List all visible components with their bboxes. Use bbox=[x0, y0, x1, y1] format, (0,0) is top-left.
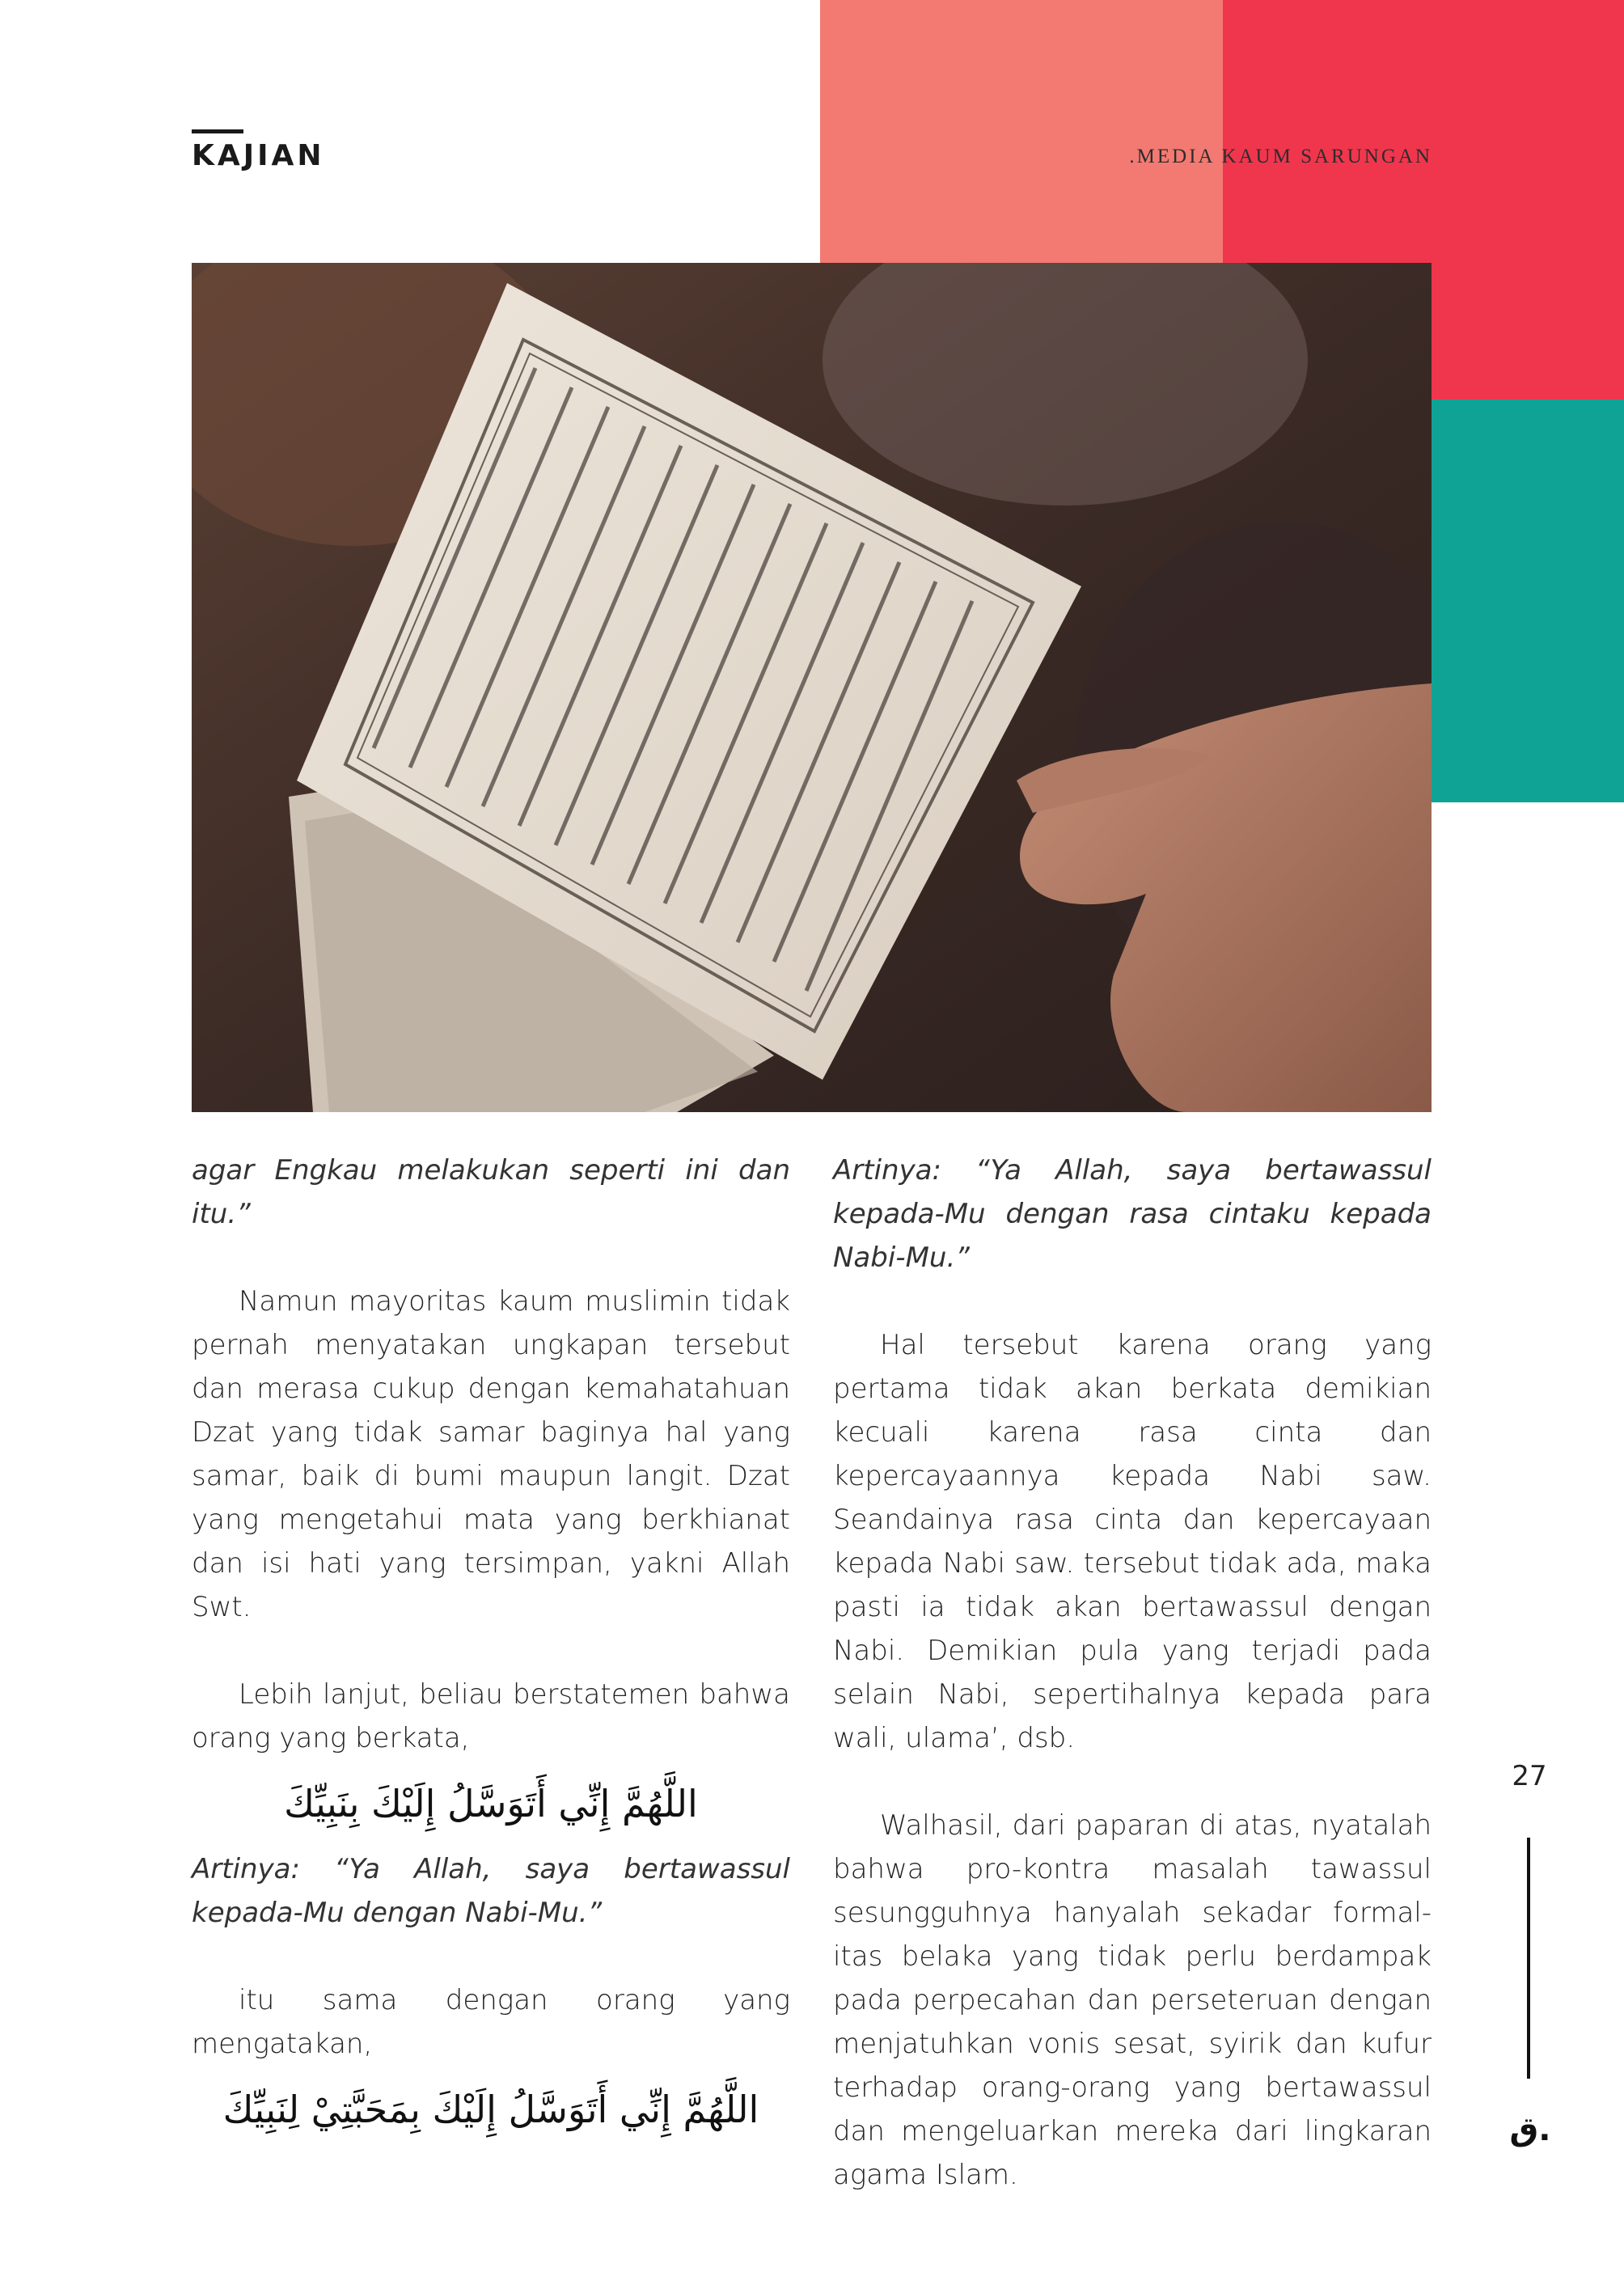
brand-name: .MEDIA KAUM SARUNGAN bbox=[1129, 146, 1432, 167]
right-column bbox=[833, 1149, 1432, 2197]
right-paragraph-2: Walhasil, dari paparan di atas, nyatalah bahwa pro-kontra masalah tawassul sesungguhnya hanyalah sekadar formal-itas belaka yang tidak perlu berdampak pada perpecahan dan perseteruan dengan menjatuhkan vonis sesat, syirik dan kufur terhadap orang-orang yang bertawassul dan mengeluarkan mereka dari lingkaran agama Islam. bbox=[833, 1809, 1432, 2191]
left-paragraph-1: agar Engkau melakukan seperti ini dan itu.” bbox=[192, 1154, 790, 1230]
left-translation-1: Artinya: “Ya Allah, saya bertawassul kepada-Mu dengan Nabi-Mu.” bbox=[192, 1853, 790, 1929]
left-paragraph-4: itu sama dengan orang yang mengatakan, bbox=[192, 1984, 790, 2060]
accent-block-teal bbox=[1432, 400, 1624, 802]
arabic-prayer-2: اللَّهُمَّ إِنِّي أَتَوَسَّلُ إِلَيْكَ بِمَحَبَّتِيْ لِنَبِيِّكَ bbox=[222, 2088, 759, 2131]
quran-photo bbox=[192, 263, 1432, 1112]
accent-block-salmon bbox=[820, 0, 1223, 263]
page-number: 27 bbox=[1512, 1760, 1547, 1792]
arabic-prayer-1: اللَّهُمَّ إِنِّي أَتَوَسَّلُ إِلَيْكَ بِنَبِيِّكَ bbox=[284, 1782, 698, 1826]
header-rule bbox=[192, 129, 243, 133]
left-column bbox=[192, 1149, 790, 2153]
publication-logo: ق. bbox=[1509, 2111, 1551, 2148]
vertical-rule bbox=[1527, 1838, 1530, 2079]
right-translation-1: Artinya: “Ya Allah, saya bertawassul kepada-Mu dengan rasa cintaku kepada Nabi-Mu.” bbox=[833, 1154, 1432, 1274]
left-paragraph-2: Namun mayoritas kaum muslimin tidak pernah menyatakan ungkapan tersebut dan merasa cukup dengan kemahatahuan Dzat yang tidak samar baginya hal yang samar, baik di bumi maupun langit. Dzat yang mengetahui mata yang berkhianat dan isi hati yang tersimpan, yakni Allah Swt. bbox=[192, 1285, 790, 1623]
section-label: KAJIAN bbox=[192, 139, 325, 172]
left-paragraph-3: Lebih lanjut, beliau berstatemen bahwa orang yang berkata, bbox=[192, 1678, 790, 1754]
right-paragraph-1: Hal tersebut karena orang yang pertama tidak akan berkata demikian kecuali karena rasa cinta dan kepercayaannya kepada Nabi saw. Seandainya rasa cinta dan kepercayaan kepada Nabi saw. tersebut tidak ada, maka pasti ia tidak akan bertawassul dengan Nabi. Demikian pula yang terjadi pada selain Nabi, sepertihalnya kepada para wali, ulama’, dsb. bbox=[833, 1329, 1432, 1754]
